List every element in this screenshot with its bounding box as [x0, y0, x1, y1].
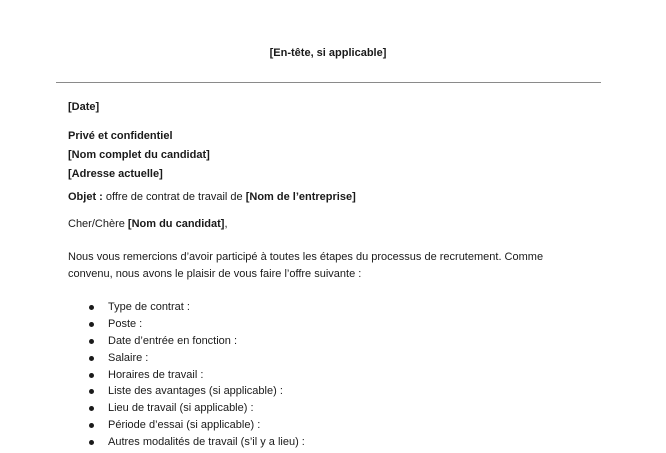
header-divider [56, 82, 601, 83]
list-item [68, 350, 588, 367]
list-item [68, 434, 588, 451]
bullet-icon [89, 322, 94, 327]
company-name: [Nom de l’entreprise] [245, 191, 356, 203]
bullet-icon [89, 389, 94, 394]
bullet-icon [89, 339, 94, 344]
list-item [68, 417, 588, 434]
offer-conditions-list [68, 299, 588, 451]
list-item [68, 383, 588, 400]
condition-label: Date d’entrée en fonction : [108, 334, 238, 347]
confidential-label: Privé et confidentiel [68, 130, 173, 142]
bullet-icon [89, 373, 94, 378]
subject-label: Objet : [68, 191, 103, 203]
condition-label: Type de contrat : [108, 301, 190, 313]
greeting-prefix: Cher/Chère [68, 218, 128, 230]
greeting-suffix: , [224, 218, 228, 230]
subject-text: offre de contrat de travail de [102, 191, 246, 203]
bullet-icon [89, 406, 94, 411]
condition-label: Horaires de travail : [108, 368, 204, 381]
condition-label: Liste des avantages (si applicable) : [108, 385, 283, 398]
document-header: [En-tête, si applicable] [269, 47, 387, 59]
list-item [68, 299, 588, 316]
condition-label: Période d’essai (si applicable) : [108, 419, 261, 432]
candidate-address: [Adresse actuelle] [68, 168, 163, 180]
condition-label: Lieu de travail (si applicable) : [108, 402, 254, 415]
bullet-icon [89, 356, 94, 361]
letter-body [68, 99, 588, 451]
letter-date: [Date] [68, 101, 100, 113]
bullet-icon [89, 305, 94, 310]
intro-paragraph: Nous vous remercions d’avoir participé à toutes les étapes du processus de recrutement. Comme convenu, nous avons le plaisir de vous faire l’offre suivante : [68, 251, 544, 280]
list-item [68, 333, 588, 350]
bullet-icon [89, 423, 94, 428]
list-item [68, 316, 588, 333]
list-item [68, 367, 588, 384]
candidate-full-name: [Nom complet du candidat] [68, 149, 210, 161]
subject-line [68, 189, 588, 206]
greeting [68, 216, 588, 233]
candidate-name: [Nom du candidat] [127, 218, 225, 230]
bullet-icon [89, 440, 94, 445]
list-item [68, 400, 588, 417]
condition-label: Salaire : [108, 351, 149, 364]
condition-label: Autres modalités de travail (s’il y a lieu) : [108, 436, 305, 449]
condition-label: Poste : [108, 317, 143, 330]
